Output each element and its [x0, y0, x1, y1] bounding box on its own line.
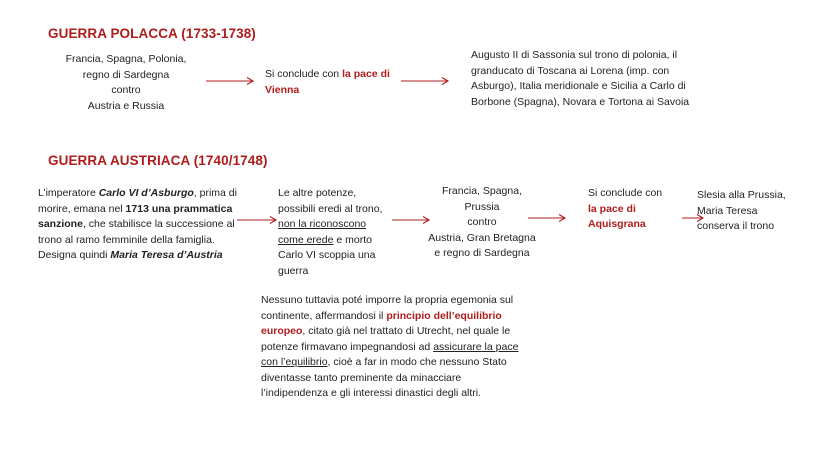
text-run: possibili eredi al trono, — [278, 202, 383, 215]
austrian-side-line: contro — [467, 216, 497, 228]
text-run: 1713 una prammatica — [125, 202, 233, 215]
treaty-name: la pace di — [588, 202, 636, 215]
text-run: guerra — [278, 264, 309, 277]
text-run: e morto — [333, 233, 372, 246]
polish-side-line: regno di Sardegna — [82, 68, 170, 81]
outcome-line: conserva il trono — [697, 220, 775, 232]
austrian-war-intro — [38, 186, 248, 264]
text-run: , citato già nel trattato di Utrecht, nel quale le — [302, 325, 511, 337]
austrian-side-line: Austria, Gran Bretagna — [428, 231, 536, 244]
text-run: diventasse tanto preminente da minacciare — [261, 371, 462, 384]
outcome-line: Borbone (Spagna), Novara e Tortona ai Savoia — [471, 95, 690, 108]
polish-side-line: Austria e Russia — [87, 99, 165, 112]
text-run: continente, affermandosi il — [261, 309, 387, 322]
treaty-name: Aquisgrana — [588, 218, 646, 230]
text-run: principio dell’equilibrio — [386, 309, 502, 322]
text-run: , cioè a far in modo che nessuno Stato — [327, 356, 507, 368]
polish-war-conclusion — [265, 67, 405, 98]
text-run: l’indipendenza e gli interessi dinastici degli altri. — [261, 387, 482, 399]
polish-war-sides — [52, 52, 200, 114]
text-run: L’imperatore — [38, 187, 99, 199]
text-run: come erede — [278, 233, 334, 246]
austrian-war-title: GUERRA AUSTRIACA (1740/1748) — [48, 153, 268, 168]
text-run: europeo — [261, 325, 303, 337]
balance-of-power-note — [261, 293, 561, 402]
polish-side-line: Francia, Spagna, Polonia, — [65, 53, 187, 65]
arrow-icon — [206, 76, 258, 86]
text-run: Designa quindi — [38, 249, 111, 261]
text-run: assicurare la pace — [433, 340, 519, 353]
arrow-icon — [237, 215, 281, 225]
text-run: Nessuno tuttavia poté imporre la propria egemonia sul — [261, 294, 514, 306]
text-run: Carlo VI d’Asburgo — [98, 187, 194, 199]
text-run: , che stabilisce la successione al — [82, 218, 235, 230]
text-run: morire, emana nel — [38, 202, 126, 215]
outcome-line: Augusto II di Sassonia sul trono di polonia, il — [471, 49, 678, 61]
text-run: , prima di — [193, 187, 237, 199]
austrian-side-line: Prussia — [464, 200, 500, 213]
conclusion-prefix: Si conclude con — [588, 187, 663, 199]
polish-war-title: GUERRA POLACCA (1733-1738) — [48, 26, 256, 41]
text-run: potenze firmavano impegnandosi ad — [261, 340, 434, 353]
outcome-line: Maria Teresa — [697, 204, 758, 217]
text-run: Carlo VI scoppia una — [278, 249, 376, 261]
text-run: trono al ramo femminile della famiglia. — [38, 233, 215, 246]
outcome-line: Asburgo), Italia meridionale e Sicilia a Carlo di — [471, 80, 686, 92]
arrow-icon — [528, 213, 570, 223]
text-run: sanzione — [38, 218, 83, 230]
outcome-line: Slesia alla Prussia, — [697, 189, 786, 201]
austrian-war-sides — [418, 184, 546, 262]
austrian-side-line: e regno di Sardegna — [434, 247, 530, 259]
text-run: Maria Teresa d’Austria — [110, 249, 223, 261]
text-run: Le altre potenze, — [278, 187, 357, 199]
treaty-name: la pace di — [342, 68, 390, 80]
austrian-war-conclusion — [588, 186, 683, 233]
treaty-name: Vienna — [265, 83, 300, 96]
text-run: con l’equilibrio — [261, 356, 328, 368]
text-run: non la riconoscono — [278, 218, 367, 230]
polish-war-outcome — [471, 48, 711, 110]
conclusion-prefix: Si conclude con — [265, 68, 343, 80]
outcome-line: granducato di Toscana ai Lorena (imp. con — [471, 64, 670, 77]
other-powers-text — [278, 186, 403, 279]
austrian-side-line: Francia, Spagna, — [442, 185, 522, 197]
arrow-icon — [401, 76, 453, 86]
polish-side-line: contro — [111, 84, 141, 96]
austrian-war-outcome — [697, 188, 807, 235]
